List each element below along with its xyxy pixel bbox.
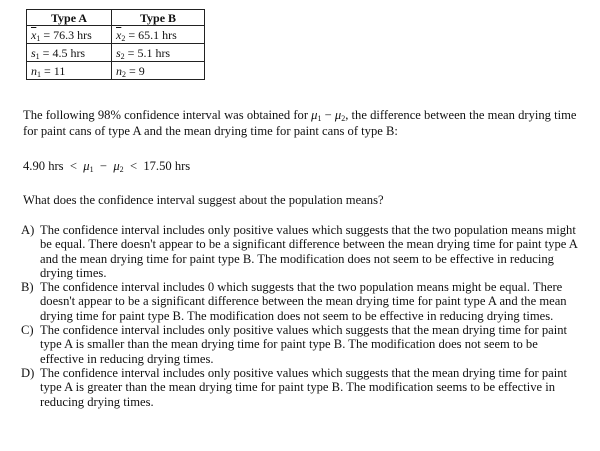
option-text: The confidence interval includes only positive values which suggests that the two population means might be equal. There doesn't appear to be a significant difference between the mean drying time for paint type A and the mean drying time for paint type B. The modification does not seem to be effective in reducing drying times. [40,223,578,280]
n-type-b: $n_2 = 9$ [112,62,205,80]
option-letter: D) [21,365,35,380]
header-type-b: Type B [112,10,205,26]
table-row-n [27,62,205,80]
table-header-row [27,10,205,26]
option-a[interactable] [21,223,581,280]
option-text: The confidence interval includes only positive values which suggests that the mean drying time for paint type A is greater than the mean drying time for paint type B. The modification seems to be effective in reducing drying times. [40,365,568,409]
option-letter: C) [21,323,34,338]
n-type-a: $n_1 = 11$ [27,62,112,80]
std-type-a: $s_1 = 4.5$ hrs [27,44,112,62]
table-row-std [27,44,205,62]
option-letter: A) [21,223,35,237]
option-b[interactable] [21,280,581,323]
mean-type-b: $\overline{x}_2 = 65.1$ hrs [112,26,205,44]
answer-options [21,223,581,409]
std-type-b: $s_2 = 5.1$ hrs [112,44,205,62]
option-text: The confidence interval includes 0 which suggests that the two population means might be equal. There doesn't appear to be a significant difference between the mean drying time for paint type A and the mean drying time for paint type B. The modification does not seem to be effective in reducing drying times. [40,280,567,323]
intro-paragraph: The following 98% confidence interval was obtained for $\mu_1 - \mu_2$, the difference between the mean drying time for paint cans of type A and the mean drying time for paint cans of type B: [23,108,577,138]
option-letter: B) [21,280,34,295]
table-row-mean [27,26,205,44]
header-type-a: Type A [27,10,112,26]
mean-type-a: $\overline{x}_1 = 76.3$ hrs [27,26,112,44]
option-d[interactable] [21,366,581,409]
option-c[interactable] [21,323,581,366]
confidence-interval: 4.90 hrs < $\mu_1 - \mu_2 < 17.50$ hrs [23,159,191,174]
question-text: What does the confidence interval suggest about the population means? [23,193,384,207]
statistics-table [26,9,205,80]
option-text: The confidence interval includes only positive values which suggests that the mean drying time for paint type A is smaller than the mean drying time for paint type B. The modification does not seem to be effective in reducing drying times. [40,323,568,366]
